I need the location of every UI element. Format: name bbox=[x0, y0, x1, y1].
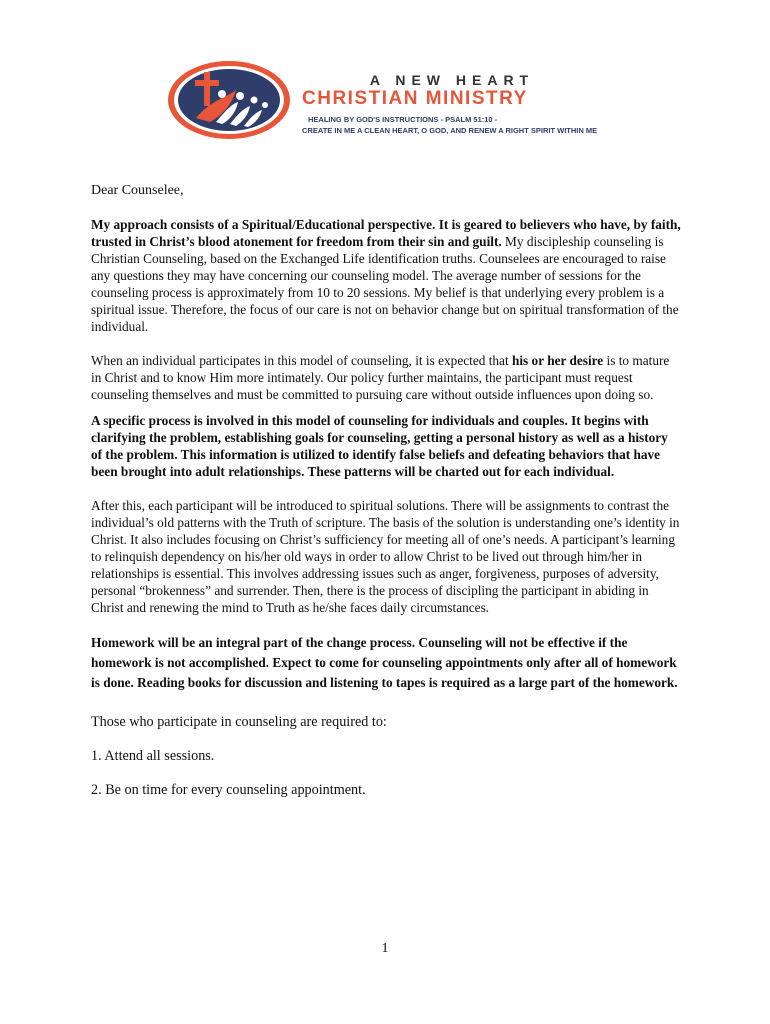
paragraph-approach bbox=[91, 216, 681, 335]
tagline-scripture-ref: HEALING BY GOD'S INSTRUCTIONS - PSALM 51:10 - bbox=[308, 115, 498, 124]
paragraph-process: A specific process is involved in this model of counseling for individuals and couples. It begins with clarifying the problem, establishing goals for counseling, getting a personal history as well as a history of the problem. This information is utilized to identify false beliefs and defeating behaviors that have been brought into adult relationships. These patterns will be charted out for each individual. bbox=[91, 413, 668, 479]
paragraph-participation-end: is to mature in Christ and to know Him more intimately. Our policy further maintains, the participant must request counseling themselves and must be committed to pursuing care without outside influences upon doing so. bbox=[91, 353, 670, 402]
greeting: Dear Counselee, bbox=[91, 183, 184, 198]
letter-body bbox=[91, 182, 681, 815]
paragraph-solutions: After this, each participant will be introduced to spiritual solutions. There will be assignments to contrast the individual’s old patterns with the Truth of scripture. The basis of the solution is understanding one’s identity in Christ. It also includes focusing on Christ’s sufficiency for meeting all of one’s needs. A participant’s learning to relinquish dependency on his/her old ways in order to allow Christ to be lived out through him/her in relationships is essential. This involves addressing issues such as anger, forgiveness, purposes of adversity, personal “brokenness” and surrender. Then, there is the process of discipling the participant in abiding in Christ and renewing the mind to Truth as he/she faces daily circumstances. bbox=[91, 498, 680, 615]
requirement-item: 2. Be on time for every counseling appointment. bbox=[91, 782, 366, 798]
letterhead bbox=[166, 60, 616, 140]
paragraph-participation bbox=[91, 352, 681, 403]
page-number: 1 bbox=[381, 941, 389, 956]
paragraph-participation-bold: his or her desire bbox=[511, 353, 604, 368]
paragraph-approach-bold: My approach consists of a Spiritual/Educational perspective. It is geared to believers who have, by faith, trusted in Christ’s blood atonement for freedom from their sin and guilt. bbox=[91, 217, 681, 249]
requirements-intro: Those who participate in counseling are required to: bbox=[91, 714, 387, 730]
org-name-main: CHRISTIAN MINISTRY bbox=[302, 88, 528, 109]
paragraph-participation-start: When an individual participates in this model of counseling, it is expected that bbox=[91, 353, 512, 368]
ministry-logo-icon bbox=[166, 60, 292, 140]
tagline-scripture-text: CREATE IN ME A CLEAN HEART, O GOD, AND RENEW A RIGHT SPIRIT WITHIN ME bbox=[302, 126, 598, 135]
org-name-top: A NEW HEART bbox=[369, 72, 535, 88]
paragraph-approach-text: My discipleship counseling is Christian Counseling, based on the Exchanged Life identification truths. Counselees are encouraged to raise any questions they may have concerning our counseling model. The average number of sessions for the counseling process is approximately from 10 to 20 sessions. My belief is that underlying every problem is a spiritual issue. Therefore, the focus of our care is not on behavior change but on spiritual transformation of the individual. bbox=[91, 234, 679, 334]
requirement-item: 1. Attend all sessions. bbox=[91, 748, 215, 764]
paragraph-homework: Homework will be an integral part of the change process. Counseling will not be effective if the homework is not accomplished. Expect to come for counseling appointments only after all of homework is done. Reading books for discussion and listening to tapes is required as a large part of the homework. bbox=[91, 635, 678, 690]
